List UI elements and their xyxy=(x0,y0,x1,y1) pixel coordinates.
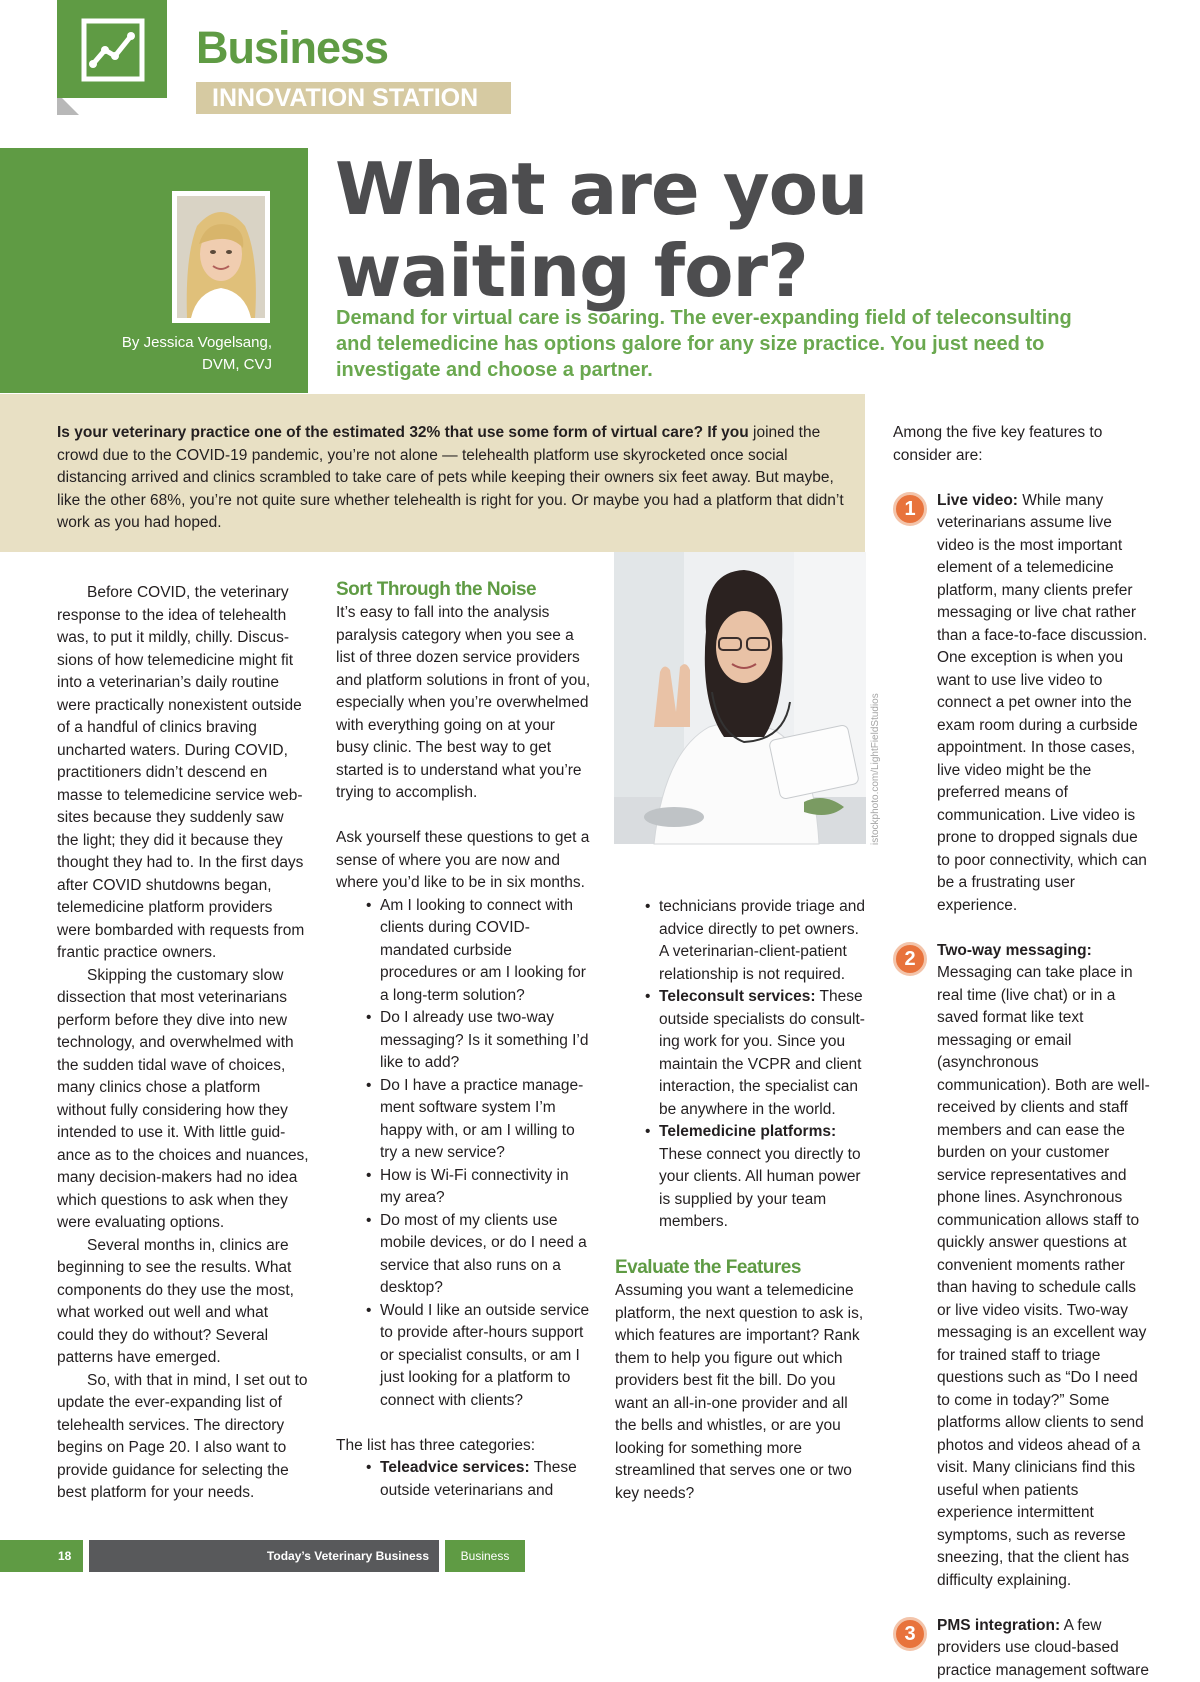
feature-label: Live video: xyxy=(937,492,1018,509)
category-text: These connect you directly to your clients. All human power is supplied by your team members. xyxy=(659,1146,861,1231)
page-footer xyxy=(0,1540,525,1572)
subhead-evaluate-features: Evaluate the Features xyxy=(615,1256,870,1280)
feature-text: Messaging can take place in real time (live chat) or in a saved format like text messaging or email (asynchronous communication). Both are well-received by clients and staff members and can ease the burden on your customer service representatives and phone lines. Asynchronous communication allows staff to quickly answer questions at convenient moments rather than having to schedule calls or live video visits. Two-way messaging is an excellent way for trained staff to triage questions such as “Do I need to come in today?” Some platforms allow clients to send photos and videos ahead of a visit. Many clinicians find this useful when patients experience intermittent symptoms, such as reverse sneezing, that the client has difficulty explaining. xyxy=(937,964,1150,1589)
list-item: • Do I have a practice management software system I’m happy with, or am I willing to try a new service? xyxy=(336,1075,591,1165)
intro-text xyxy=(57,422,847,535)
intro-bold-lead: Is your veterinary practice one of the estimated 32% that use some form of virtual care? If you xyxy=(57,424,749,441)
category-label: Teleconsult services: xyxy=(659,988,816,1005)
section-logo xyxy=(57,0,167,98)
feature-number-badge: 1 xyxy=(893,492,927,526)
feature-two-way-messaging xyxy=(893,940,1151,1593)
paragraph: Before COVID, the veterinary response to the idea of telehealth was, to put it mildly, chilly. Discussions of how telemedicine might fit into a veterinarian’s daily routine were practically nonexistent outside of a handful of clinics braving uncharted waters. During COVID, practitioners didn’t descend en masse to telemedicine service websites because they suddenly saw the light; they did it because they thought they had to. In the first days after COVID shutdowns began, telemedicine platform providers were bombarded with requests from frantic practice owners. xyxy=(57,582,309,965)
trending-chart-icon xyxy=(81,18,145,82)
byline-credentials: DVM, CVJ xyxy=(60,354,272,376)
list-item: • Am I looking to connect with clients during COVID-mandated curbside procedures or am I looking for a long-term solution? xyxy=(336,895,591,1008)
paragraph: Several months in, clinics are beginning to see the results. What components do they use the most, what worked out well and what could they do without? Several patterns have emerged. xyxy=(57,1235,309,1370)
column-4 xyxy=(893,422,1151,1682)
list-item xyxy=(615,986,870,1121)
paragraph: Among the five key features to consider are: xyxy=(893,422,1151,467)
article-photo xyxy=(614,552,866,844)
paragraph: Ask yourself these questions to get a sense of where you are now and where you’d like to be in six months. xyxy=(336,827,591,895)
dek: Demand for virtual care is soaring. The ever-expanding field of teleconsulting and telemedicine has options galore for any size practice. You just need to investigate and choose a partner. xyxy=(336,305,1096,383)
list-item: • Do most of my clients use mobile devices, or do I need a service that also runs on a desktop? xyxy=(336,1210,591,1300)
feature-live-video xyxy=(893,490,1151,918)
feature-number-badge: 3 xyxy=(893,1617,927,1651)
magazine-title: Today’s Veterinary Business xyxy=(89,1540,439,1572)
feature-number-badge: 2 xyxy=(893,942,927,976)
paragraph: It’s easy to fall into the analysis paralysis category when you see a list of three dozen service providers and platform solutions in front of you, especially when you’re overwhelmed with everything going on at your busy clinic. The best way to get started is to understand what you’re trying to accomplish. xyxy=(336,602,591,805)
category-list xyxy=(615,896,870,1234)
column-2 xyxy=(336,578,591,1502)
category-list xyxy=(336,1457,591,1502)
feature-label: PMS integration: xyxy=(937,1617,1060,1634)
page-number: 18 xyxy=(0,1540,83,1572)
question-list xyxy=(336,895,591,1413)
list-item: • Do I already use two-way messaging? Is it something I’d like to add? xyxy=(336,1007,591,1075)
column-1 xyxy=(57,582,309,1505)
headline-line2: waiting for? xyxy=(335,230,1155,312)
list-item xyxy=(336,1457,591,1502)
category-label: Telemedicine platforms: xyxy=(659,1123,836,1140)
author-photo xyxy=(172,191,270,323)
section-title: Business xyxy=(196,22,388,74)
category-text: These outside veterinarians and xyxy=(380,1459,577,1499)
list-item-continued: • technicians provide triage and advice directly to pet owners. A veterinarian-client-patient relationship is not required. xyxy=(615,896,870,986)
byline xyxy=(60,332,272,376)
category-text: These outside specialists do consulting work for you. Since you maintain the VCPR and client interaction, the specialist can be anywhere in the world. xyxy=(659,988,865,1118)
list-item: • How is Wi-Fi connectivity in my area? xyxy=(336,1165,591,1210)
list-item: • Would I like an outside service to provide after-hours support or specialist consults, or am I just looking for a platform to connect with clients? xyxy=(336,1300,591,1413)
headline xyxy=(335,148,1155,312)
paragraph: Assuming you want a telemedicine platform, the next question to ask is, which features are important? Rank them to help you figure out which providers best fit the bill. Do you want an all-in-one provider and all the bells and whistles, or are you looking for something more streamlined that serves one or two key needs? xyxy=(615,1280,870,1505)
column-3 xyxy=(615,896,870,1505)
photo-credit: istockphoto.com/LightFieldStudios xyxy=(870,693,881,845)
feature-label: Two-way messaging: xyxy=(937,942,1092,959)
headline-line1: What are you xyxy=(335,148,1155,230)
byline-name: By Jessica Vogelsang, xyxy=(60,332,272,354)
feature-text: While many veterinarians assume live video is the most important element of a telemedicine platform, many clients prefer messaging or live chat rather than a face-to-face discussion. One exception is when you want to use live video to connect a pet owner into the exam room during a curbside appointment. In those cases, live video might be the preferred means of communication. Live video is prone to dropped signals due to poor connectivity, which can be a frustrating user experience. xyxy=(937,492,1147,914)
category-label: Teleadvice services: xyxy=(380,1459,530,1476)
feature-text: A few providers use cloud-based practice management software xyxy=(937,1617,1149,1679)
paragraph: Skipping the customary slow dissection that most veterinarians perform before they dive into new technology, and overwhelmed with the sudden tidal wave of choices, many clinics chose a platform without fully considering how they intended to use it. With little guidance as to the choices and nuances, many decision-makers had no idea which questions to ask when they were evaluating options. xyxy=(57,965,309,1235)
section-subtitle: INNOVATION STATION xyxy=(196,82,511,114)
subhead-sort-through-noise: Sort Through the Noise xyxy=(336,578,591,602)
list-item xyxy=(615,1121,870,1234)
paragraph: The list has three categories: xyxy=(336,1435,591,1458)
paragraph: So, with that in mind, I set out to update the ever-expanding list of telehealth services. The directory begins on Page 20. I also want to provide guidance for selecting the best platform for your needs. xyxy=(57,1370,309,1505)
intro-body: joined the crowd due to the COVID-19 pandemic, you’re not alone — telehealth platform use skyrocketed once social distancing arrived and clinics scrambled to take care of pets while keeping their owners six feet away. But maybe, like the other 68%, you’re not quite sure whether telehealth is right for you. Or maybe you had a platform that didn’t work as you had hoped. xyxy=(57,424,844,531)
footer-section: Business xyxy=(445,1540,525,1572)
feature-pms-integration xyxy=(893,1615,1151,1682)
